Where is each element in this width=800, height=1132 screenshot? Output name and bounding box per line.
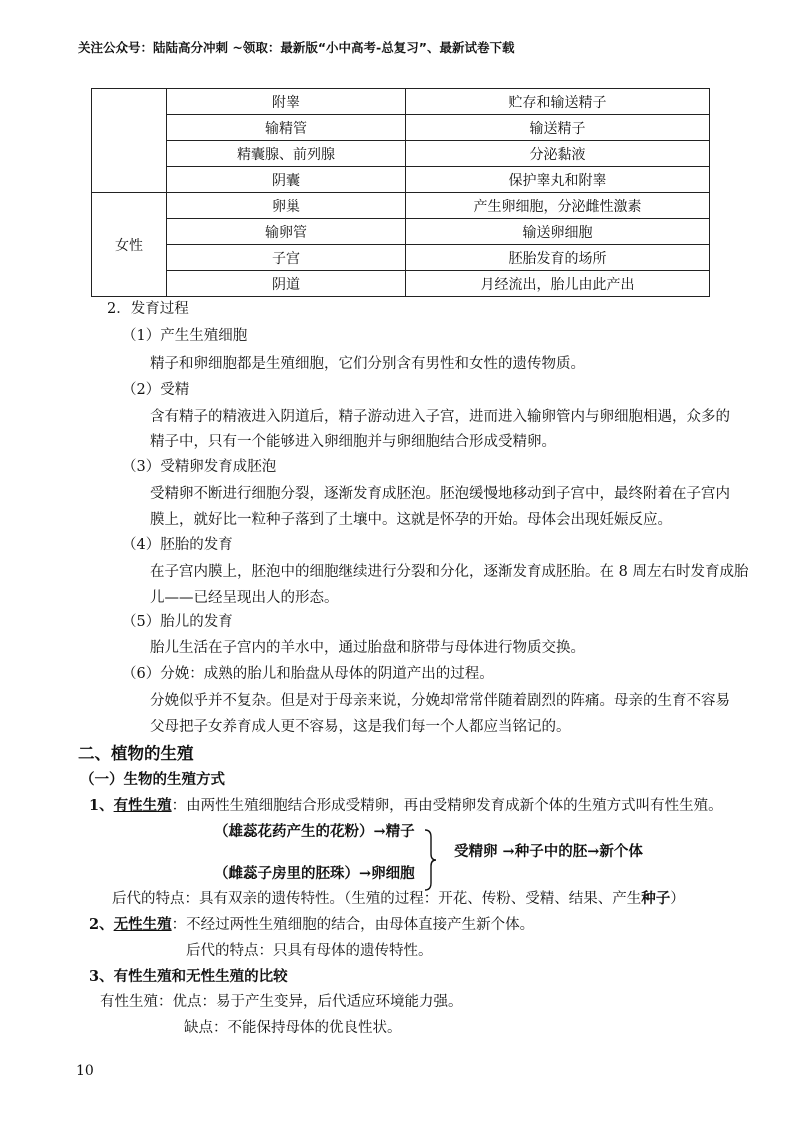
table-row <box>92 115 710 141</box>
table-row <box>92 219 710 245</box>
table-row <box>92 141 710 167</box>
stage-3-text-2: 膜上，就好比一粒种子落到了土壤中。这就是怀孕的开始。母体会出现妊娠反应。 <box>150 512 672 528</box>
term-sexual-reproduction: 有性生殖 <box>113 797 172 814</box>
organ-cell: 精囊腺、前列腺 <box>167 141 406 167</box>
organ-cell: 输卵管 <box>167 219 406 245</box>
stage-3-text-1: 受精卵不断进行细胞分裂，逐渐发育成胚泡。胚泡缓慢地移动到子宫中，最终附着在子宫内 <box>150 486 730 502</box>
diagram-ovule-to-egg: （雌蕊子房里的胚珠）→卵细胞 <box>214 865 415 882</box>
definition-text: ：不经过两性生殖细胞的结合，由母体直接产生新个体。 <box>171 917 535 933</box>
asexual-reproduction-definition <box>89 913 534 934</box>
organ-cell: 卵巢 <box>167 193 406 219</box>
stage-4-text-2: 儿——已经呈现出人的形态。 <box>150 590 339 606</box>
page-header: 关注公众号：陆陆高分冲刺 ~领取：最新版“小中高考-总复习”、最新试卷下载 <box>78 40 515 55</box>
definition-text: ：由两性生殖细胞结合形成受精卵，再由受精卵发育成新个体的生殖方式叫有性生殖。 <box>171 798 723 814</box>
function-cell: 产生卵细胞，分泌雌性激素 <box>406 193 710 219</box>
table-row <box>92 271 710 297</box>
function-cell: 月经流出，胎儿由此产出 <box>406 271 710 297</box>
function-cell: 胚胎发育的场所 <box>406 245 710 271</box>
offspring-text: 后代的特点：具有双亲的遗传特性。（生殖的过程：开花、传粉、受精、结果、产生 <box>112 891 642 907</box>
development-title: 2．发育过程 <box>107 301 189 317</box>
closing-paren: ） <box>670 891 685 907</box>
asexual-offspring-feature: 后代的特点：只具有母体的遗传特性。 <box>186 943 433 959</box>
stage-2-text-2: 精子中，只有一个能够进入卵细胞并与卵细胞结合形成受精卵。 <box>150 434 556 450</box>
sexual-reproduction-definition <box>89 794 723 815</box>
organ-cell: 阴道 <box>167 271 406 297</box>
organ-cell: 输精管 <box>167 115 406 141</box>
stage-5-text: 胎儿生活在子宫内的羊水中，通过胎盘和脐带与母体进行物质交换。 <box>150 640 585 656</box>
comparison-title: 3、有性生殖和无性生殖的比较 <box>89 968 288 985</box>
stage-4-text-1: 在子宫内膜上，胚泡中的细胞继续进行分裂和分化，逐渐发育成胚胎。在 8 周左右时发育成胎 <box>150 564 749 580</box>
function-cell: 贮存和输送精子 <box>406 89 710 115</box>
stage-6-text-2: 父母把子女养育成人更不容易，这是我们每一个人都应当铭记的。 <box>150 719 571 735</box>
sexual-offspring-feature <box>112 887 685 908</box>
reproductive-organ-table <box>91 88 710 297</box>
function-cell: 输送精子 <box>406 115 710 141</box>
item-number: 2、 <box>89 916 114 933</box>
stage-2-text-1: 含有精子的精液进入阴道后，精子游动进入子宫，进而进入输卵管内与卵细胞相遇，众多的 <box>150 409 730 425</box>
stage-1-text: 精子和卵细胞都是生殖细胞，它们分别含有男性和女性的遗传物质。 <box>150 356 585 372</box>
organ-cell: 阴囊 <box>167 167 406 193</box>
function-cell: 输送卵细胞 <box>406 219 710 245</box>
diagram-zygote-to-new-individual: 受精卵 →种子中的胚→新个体 <box>454 843 643 860</box>
male-group-cell <box>92 89 167 193</box>
section-title-plant-reproduction: 二、植物的生殖 <box>78 744 194 763</box>
sexual-advantage: 有性生殖：优点：易于产生变异，后代适应环境能力强。 <box>100 994 463 1010</box>
subsection-title-reproduction-modes: （一）生物的生殖方式 <box>80 772 225 788</box>
stage-5-title: （5）胎儿的发育 <box>122 614 233 630</box>
organ-cell: 附睾 <box>167 89 406 115</box>
table-row <box>92 193 710 219</box>
sexual-disadvantage: 缺点：不能保持母体的优良性状。 <box>184 1020 402 1036</box>
table-row <box>92 89 710 115</box>
stage-1-title: （1）产生生殖细胞 <box>122 328 248 344</box>
table-row <box>92 245 710 271</box>
stage-2-title: （2）受精 <box>122 382 190 398</box>
stage-6-text-1: 分娩似乎并不复杂。但是对于母亲来说，分娩却常常伴随着剧烈的阵痛。母亲的生育不容易 <box>150 693 730 709</box>
function-cell: 分泌黏液 <box>406 141 710 167</box>
table-row <box>92 167 710 193</box>
female-group-cell: 女性 <box>92 193 167 297</box>
diagram-brace <box>424 829 436 891</box>
stage-3-title: （3）受精卵发育成胚泡 <box>122 459 277 475</box>
stage-6-title: （6）分娩：成熟的胎儿和胎盘从母体的阴道产出的过程。 <box>122 666 494 682</box>
term-asexual-reproduction: 无性生殖 <box>113 916 172 933</box>
diagram-pollen-to-sperm: （雄蕊花药产生的花粉）→精子 <box>214 823 415 840</box>
seed-term: 种子 <box>641 890 671 907</box>
organ-cell: 子宫 <box>167 245 406 271</box>
page-number: 10 <box>76 1063 94 1079</box>
function-cell: 保护睾丸和附睾 <box>406 167 710 193</box>
item-number: 1、 <box>89 797 114 814</box>
stage-4-title: （4）胚胎的发育 <box>122 537 233 553</box>
